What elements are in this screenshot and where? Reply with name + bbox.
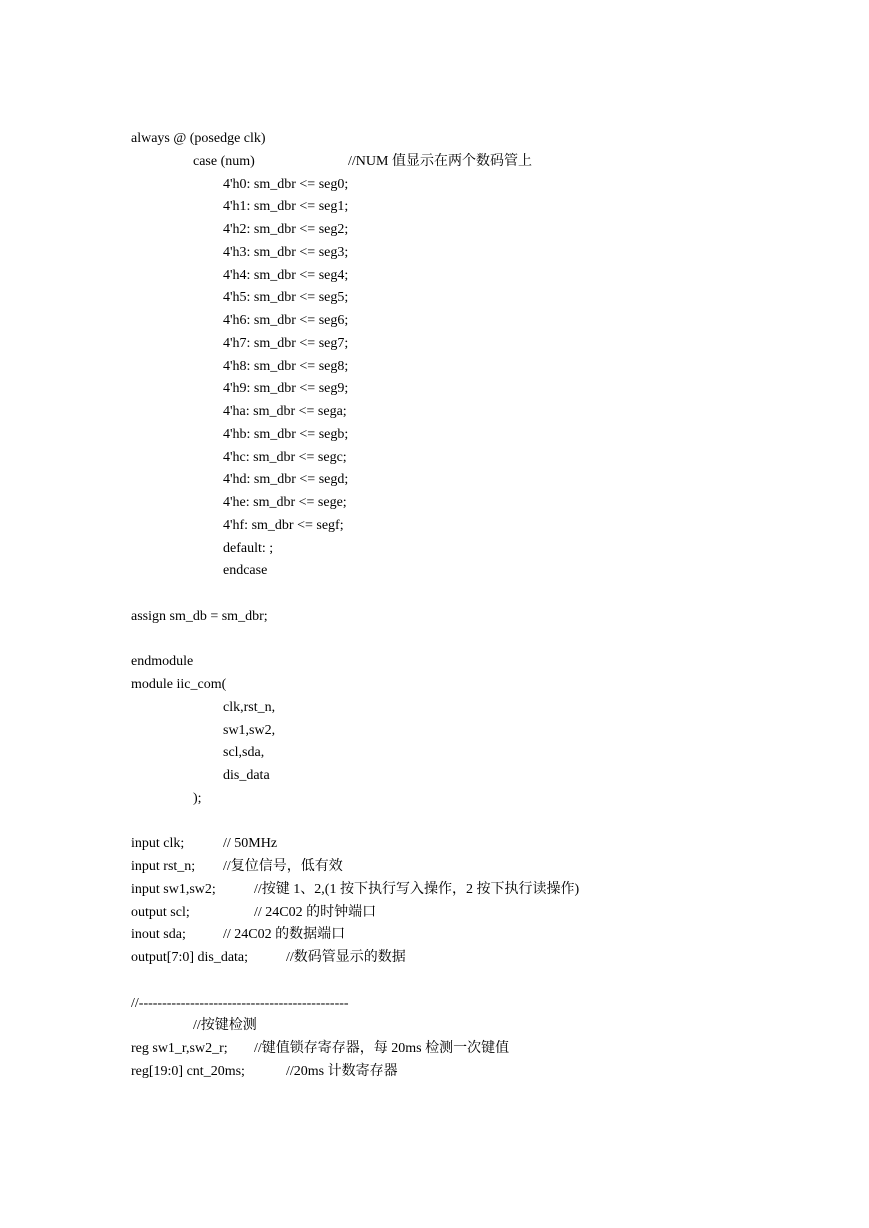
code-line (131, 174, 831, 197)
code-line (131, 720, 831, 743)
code-line (131, 993, 831, 1016)
code-text: endmodule (131, 654, 194, 670)
code-text: 4'ha: sm_dbr <= sega; (223, 404, 347, 419)
code-text: case (num) (193, 153, 255, 169)
code-text: 4'h1: sm_dbr <= seg1; (223, 199, 349, 215)
code-line (131, 924, 831, 947)
code-line (131, 333, 831, 356)
code-line (131, 788, 831, 811)
code-line (131, 424, 831, 447)
code-text: //按键检测 (193, 1018, 257, 1034)
code-line (131, 378, 831, 401)
code-text: 4'h2: sm_dbr <= seg2; (223, 222, 349, 237)
code-line (131, 765, 831, 788)
code-text: ); (193, 790, 202, 806)
code-text: output[7:0] dis_data; (131, 950, 249, 965)
code-text: endcase (223, 563, 268, 579)
code-line (131, 219, 831, 242)
code-text: input rst_n; (131, 859, 196, 874)
code-text: 4'hc: sm_dbr <= segc; (223, 449, 347, 465)
code-text: reg[19:0] cnt_20ms; (131, 1063, 245, 1079)
code-text: 4'h6: sm_dbr <= seg6; (223, 313, 349, 328)
code-line (131, 651, 831, 674)
code-comment: //20ms 计数寄存器 (286, 1063, 398, 1079)
code-text: 4'h8: sm_dbr <= seg8; (223, 358, 349, 374)
code-line (131, 606, 831, 629)
code-text: 4'he: sm_dbr <= sege; (223, 495, 347, 510)
code-line (131, 310, 831, 333)
code-line (131, 401, 831, 424)
code-line (131, 1038, 831, 1061)
verilog-code-listing (131, 128, 831, 1084)
code-text: assign sm_db = sm_dbr; (131, 608, 268, 624)
code-line (131, 128, 831, 151)
code-text: input sw1,sw2; (131, 881, 216, 897)
code-line (131, 265, 831, 288)
code-line (131, 196, 831, 219)
code-line (131, 447, 831, 470)
code-comment: // 50MHz (223, 836, 278, 852)
code-line (131, 356, 831, 379)
code-line (131, 469, 831, 492)
code-text: 4'h9: sm_dbr <= seg9; (223, 381, 349, 397)
code-text: module iic_com( (131, 677, 227, 692)
code-text: 4'hf: sm_dbr <= segf; (223, 517, 344, 533)
code-text: always @ (posedge clk) (131, 131, 266, 146)
code-text: 4'h0: sm_dbr <= seg0; (223, 176, 349, 192)
code-line (131, 674, 831, 697)
code-comment: //数码管显示的数据 (286, 950, 406, 965)
code-line (131, 515, 831, 538)
code-text: reg sw1_r,sw2_r; (131, 1041, 228, 1056)
code-text: scl,sda, (223, 745, 265, 761)
code-text: //--------------------------------------------- (131, 995, 349, 1011)
code-line (131, 1015, 831, 1038)
code-line (131, 1061, 831, 1084)
code-text: 4'h4: sm_dbr <= seg4; (223, 267, 349, 283)
code-line (131, 742, 831, 765)
code-text: 4'h7: sm_dbr <= seg7; (223, 335, 349, 351)
code-text: default: ; (223, 540, 274, 556)
code-line (131, 242, 831, 265)
code-comment: // 24C02 的数据端口 (223, 927, 346, 943)
code-comment: //键值锁存寄存器，每 20ms 检测一次键值 (254, 1041, 510, 1056)
blank-line (131, 811, 831, 834)
code-line (131, 287, 831, 310)
code-text: inout sda; (131, 927, 186, 943)
code-line (131, 902, 831, 925)
code-line (131, 879, 831, 902)
code-text: input clk; (131, 836, 185, 852)
blank-line (131, 629, 831, 652)
code-comment: //复位信号，低有效 (223, 859, 343, 874)
code-text: sw1,sw2, (223, 722, 276, 738)
code-text: 4'h3: sm_dbr <= seg3; (223, 244, 349, 260)
code-line (131, 538, 831, 561)
code-text: 4'hb: sm_dbr <= segb; (223, 426, 349, 442)
code-text: 4'h5: sm_dbr <= seg5; (223, 290, 349, 306)
code-line (131, 833, 831, 856)
code-line (131, 697, 831, 720)
code-line (131, 947, 831, 970)
blank-line (131, 583, 831, 606)
code-line (131, 492, 831, 515)
blank-line (131, 970, 831, 993)
code-comment: //按键 1、2,(1 按下执行写入操作，2 按下执行读操作) (254, 881, 580, 897)
code-text: 4'hd: sm_dbr <= segd; (223, 472, 349, 488)
code-text: clk,rst_n, (223, 699, 276, 715)
code-line (131, 856, 831, 879)
code-comment: // 24C02 的时钟端口 (254, 904, 377, 920)
code-text: output scl; (131, 904, 190, 920)
code-comment: //NUM 值显示在两个数码管上 (348, 153, 532, 169)
code-text: dis_data (223, 768, 270, 783)
code-line (131, 560, 831, 583)
code-line (131, 151, 831, 174)
